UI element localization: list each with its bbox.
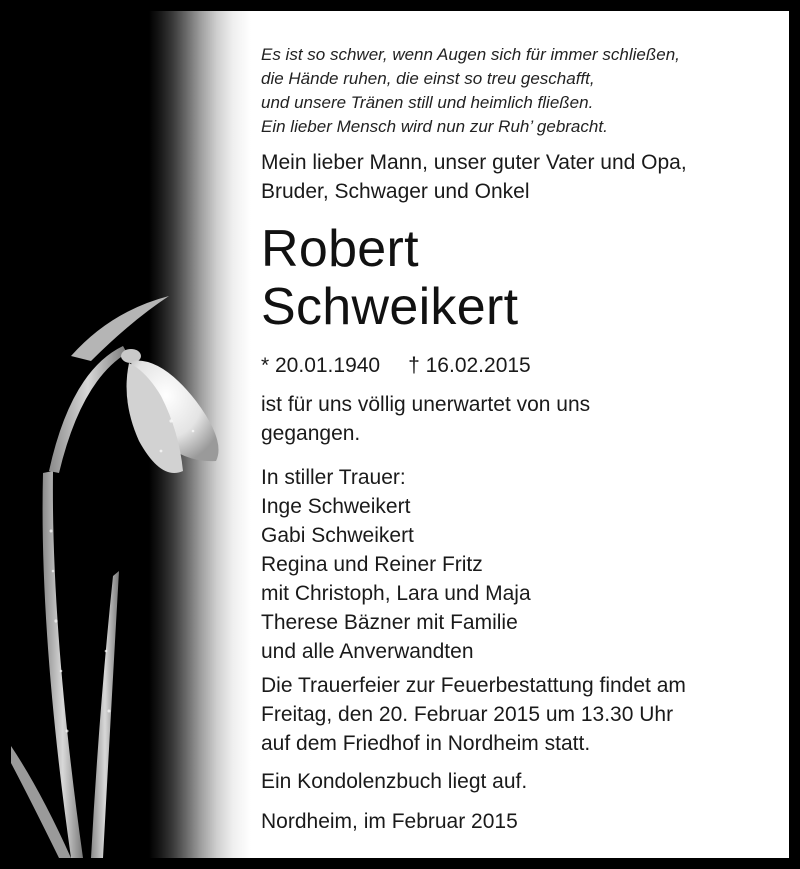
poem-line: die Hände ruhen, die einst so treu geschafft, bbox=[261, 69, 595, 88]
poem-line: und unsere Tränen still und heimlich fließen. bbox=[261, 93, 594, 112]
first-name: Robert bbox=[261, 220, 419, 278]
intro-line: Bruder, Schwager und Onkel bbox=[261, 180, 530, 203]
poem-line: Es ist so schwer, wenn Augen sich für immer schließen, bbox=[261, 45, 680, 64]
funeral-line: Die Trauerfeier zur Feuerbestattung findet am bbox=[261, 674, 686, 697]
condolence-line: Ein Kondolenzbuch liegt auf. bbox=[261, 770, 528, 793]
passing-notice bbox=[261, 390, 590, 448]
condolence-notice bbox=[261, 767, 527, 796]
funeral-notice bbox=[261, 671, 686, 758]
mourner: mit Christoph, Lara und Maja bbox=[261, 582, 531, 605]
mourner: Gabi Schweikert bbox=[261, 524, 414, 547]
passing-line: ist für uns völlig unerwartet von uns bbox=[261, 393, 591, 416]
death-date: † 16.02.2015 bbox=[408, 354, 531, 377]
mourner: Therese Bäzner mit Familie bbox=[261, 611, 518, 634]
mourner: und alle Anverwandten bbox=[261, 640, 474, 663]
intro bbox=[261, 148, 687, 206]
mourner: Regina und Reiner Fritz bbox=[261, 553, 483, 576]
passing-line: gegangen. bbox=[261, 422, 361, 445]
stem-curve bbox=[49, 346, 127, 473]
deceased-name bbox=[261, 220, 518, 336]
funeral-line: auf dem Friedhof in Nordheim statt. bbox=[261, 732, 591, 755]
birth-date: * 20.01.1940 bbox=[261, 354, 381, 377]
place-date-line: Nordheim, im Februar 2015 bbox=[261, 810, 518, 833]
poem-line: Ein lieber Mensch wird nun zur Ruh’ gebracht. bbox=[261, 117, 608, 136]
life-dates bbox=[261, 351, 559, 380]
last-name: Schweikert bbox=[261, 278, 519, 336]
place-and-date bbox=[261, 807, 518, 836]
mourners-heading: In stiller Trauer: bbox=[261, 466, 406, 489]
poem bbox=[261, 43, 680, 139]
snowdrop-photo bbox=[11, 11, 251, 858]
mourners-list bbox=[261, 463, 531, 666]
snowdrop-flower-image bbox=[11, 11, 251, 858]
mourner: Inge Schweikert bbox=[261, 495, 411, 518]
leaf-right bbox=[91, 571, 119, 858]
funeral-line: Freitag, den 20. Februar 2015 um 13.30 Uhr bbox=[261, 703, 674, 726]
stem-lower bbox=[43, 471, 83, 858]
intro-line: Mein lieber Mann, unser guter Vater und Opa, bbox=[261, 151, 687, 174]
